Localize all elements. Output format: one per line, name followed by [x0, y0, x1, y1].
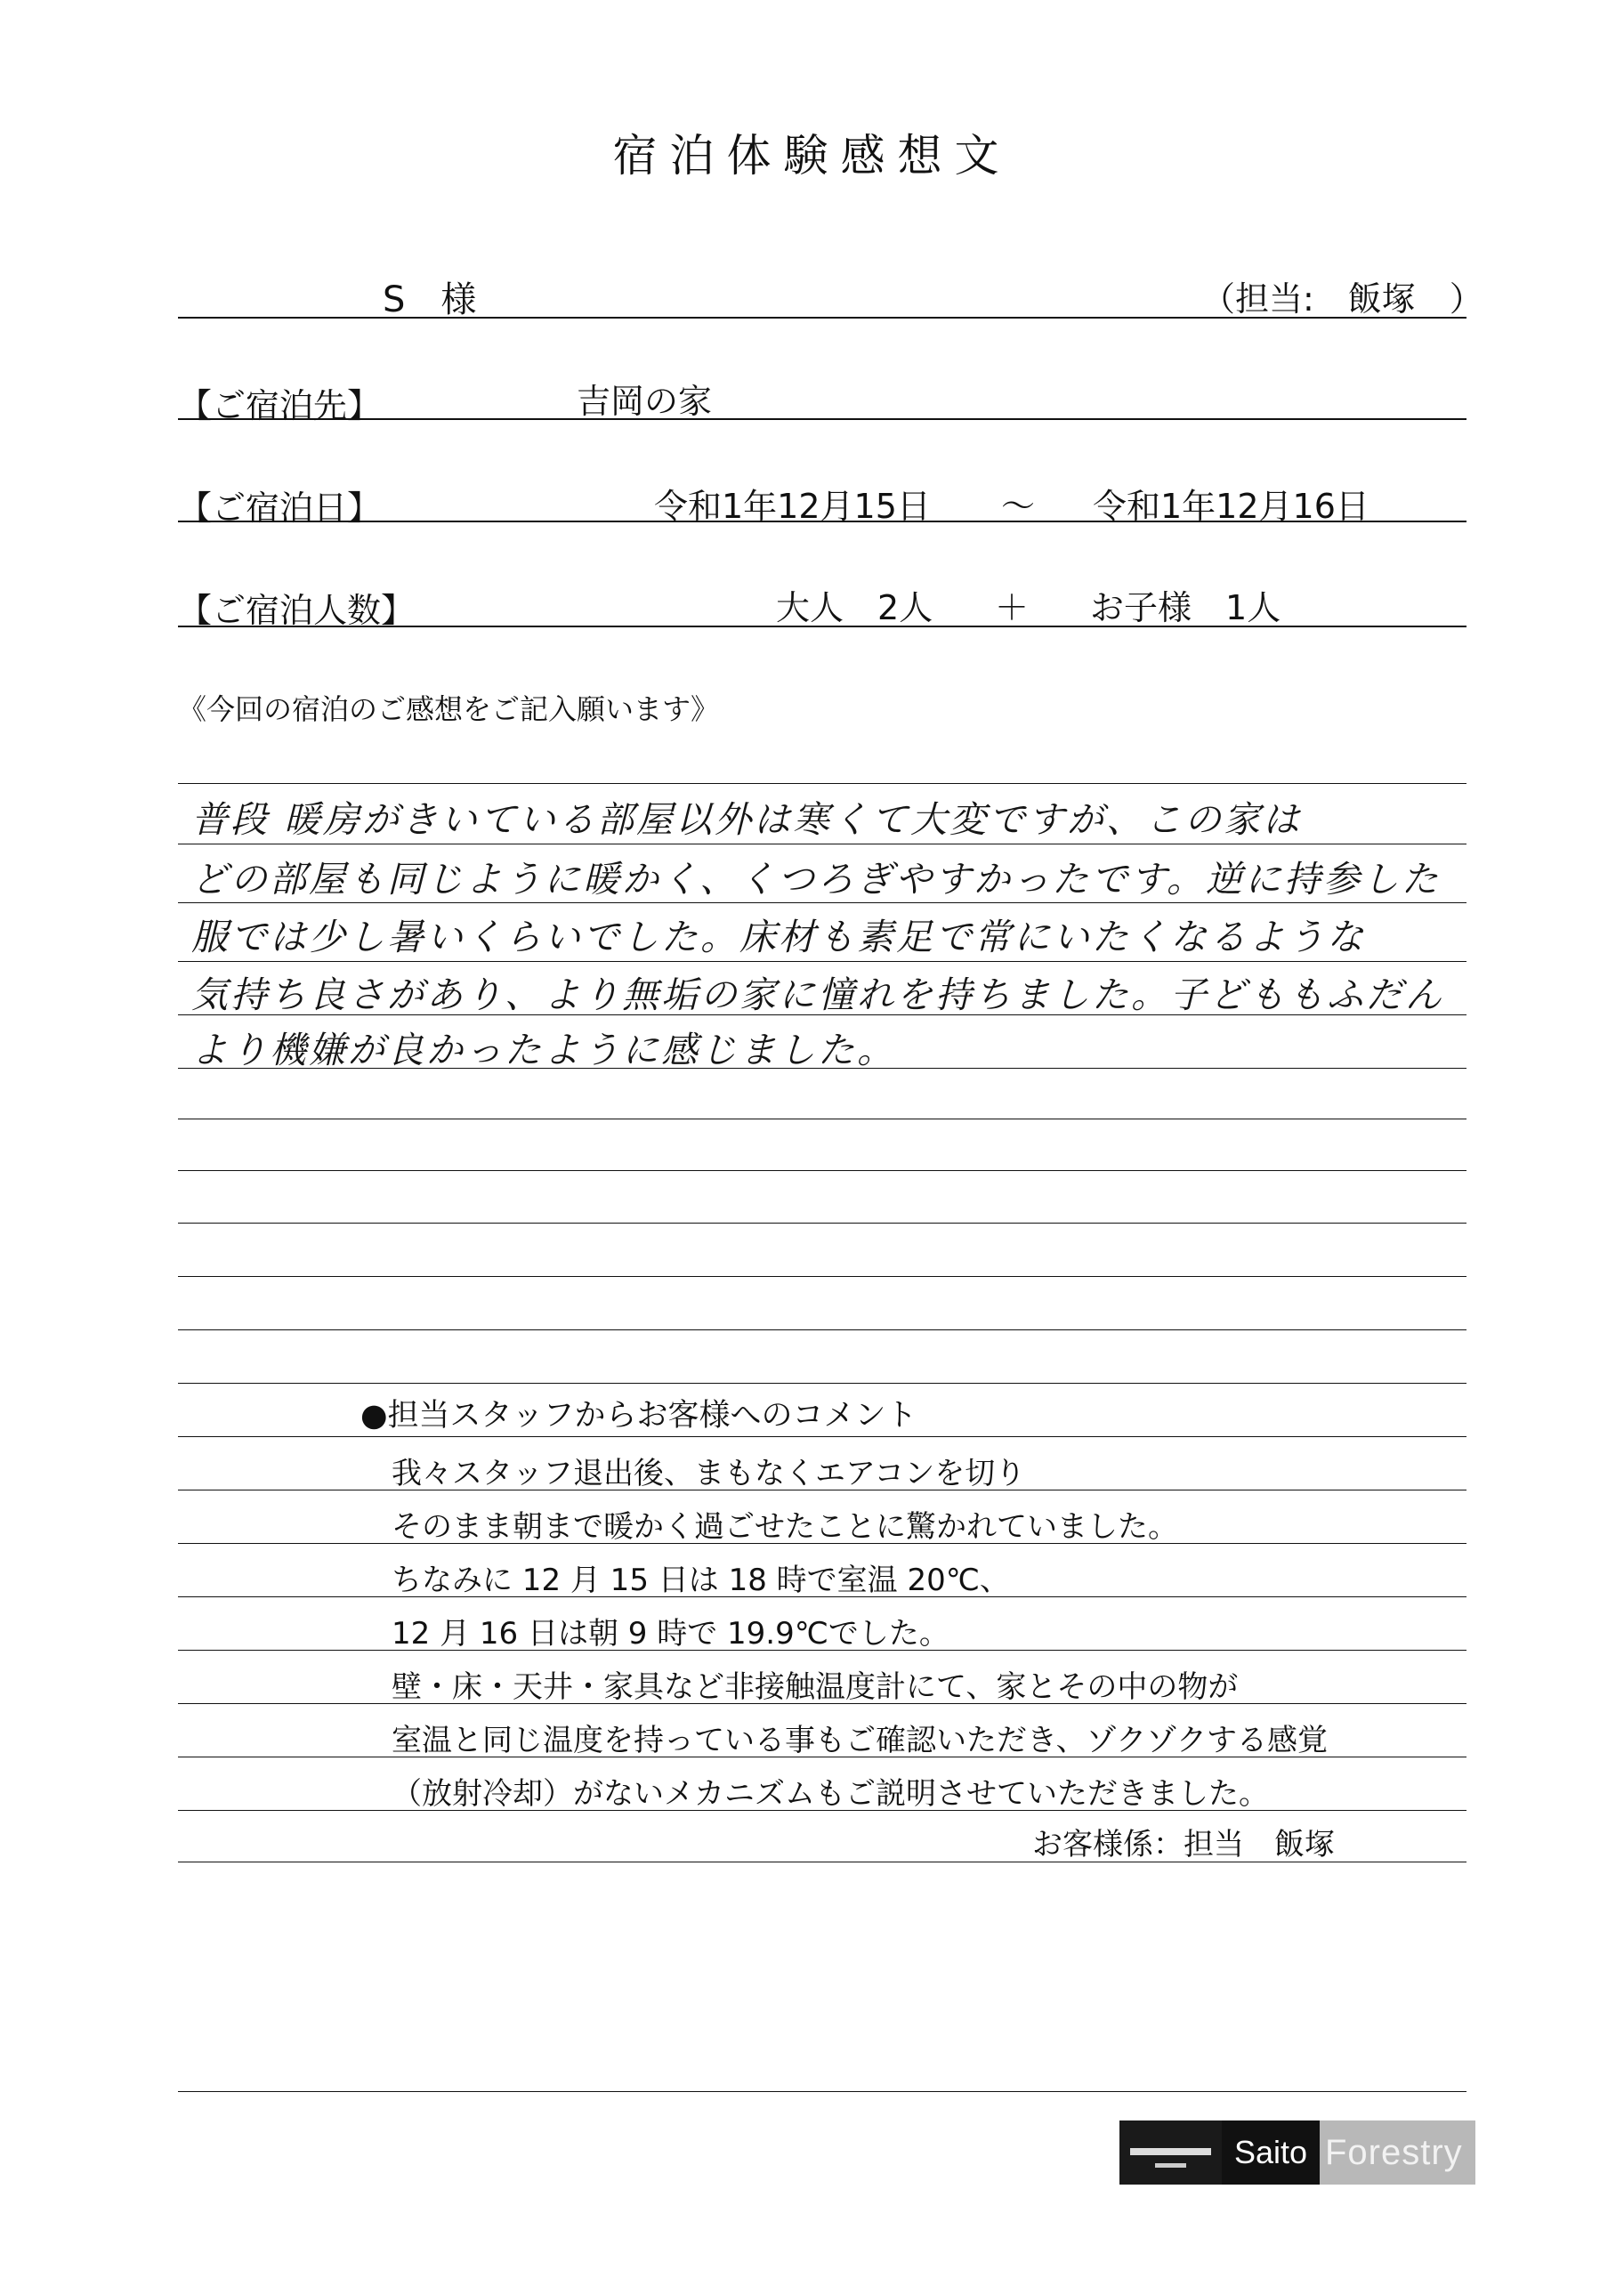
location-underline: [178, 418, 1466, 420]
staff-comment-line: 我々スタッフ退出後、まもなくエアコンを切り: [392, 1456, 1026, 1491]
staff-in-charge: （担当: 飯塚 ）: [1201, 279, 1483, 319]
plus-sign: ＋: [995, 588, 1030, 627]
staff-comment-line: 室温と同じ温度を持っている事もご確認いただき、ゾクゾクする感覚: [392, 1723, 1328, 1758]
ruled-line: [178, 1436, 1466, 1437]
handwritten-line: 普段 暖房がきいている部屋以外は寒くて大変ですが、この家は: [191, 798, 1303, 841]
ruled-line: [178, 1170, 1466, 1171]
staff-comment-heading: ●担当スタッフからお客様へのコメント: [360, 1398, 917, 1434]
ruled-line: [178, 1276, 1466, 1277]
staff-signature: お客様係：担当 飯塚: [1032, 1827, 1335, 1862]
ruled-line: [178, 1383, 1466, 1384]
ruled-line: [178, 1329, 1466, 1330]
date-from: 令和1年12月15日: [654, 487, 931, 526]
location-value: 吉岡の家: [577, 382, 713, 421]
saito-forestry-logo: [1119, 2120, 1475, 2185]
impressions-prompt: 《今回の宿泊のご感想をご記入願います》: [178, 692, 720, 726]
date-label: 【ご宿泊日】: [178, 489, 382, 528]
guest-name: S 様: [383, 279, 477, 320]
ruled-line: [178, 961, 1466, 962]
location-label: 【ご宿泊先】: [178, 386, 382, 425]
people-underline: [178, 626, 1466, 627]
ruled-line: [178, 1650, 1466, 1651]
staff-comment-line: 壁・床・天井・家具など非接触温度計にて、家とその中の物が: [392, 1669, 1239, 1705]
handwritten-line: どの部屋も同じように暖かく、くつろぎやすかったです。逆に持参した: [191, 858, 1441, 901]
handwritten-line: 気持ち良さがあり、より無垢の家に憧れを持ちました。子どももふだん: [191, 973, 1444, 1016]
date-to: 令和1年12月16日: [1093, 487, 1369, 526]
logo-brand-suffix: Forestry: [1320, 2120, 1475, 2185]
ruled-line: [178, 1543, 1466, 1544]
ruled-line: [178, 1703, 1466, 1704]
handwritten-line: より機嫌が良かったように感じました。: [191, 1029, 896, 1071]
logo-mark-icon: [1119, 2120, 1222, 2185]
document-title: 宿泊体験感想文: [612, 130, 1012, 182]
staff-comment-line: ちなみに 12 月 15 日は 18 時で室温 20℃、: [392, 1563, 1010, 1598]
staff-comment-line: 12 月 16 日は朝 9 時で 19.9℃でした。: [392, 1616, 949, 1652]
date-underline: [178, 521, 1466, 522]
date-separator: ～: [1001, 487, 1036, 526]
staff-comment-line: （放射冷却）がないメカニズムもご説明させていただきました。: [392, 1776, 1269, 1812]
ruled-line: [178, 783, 1466, 784]
staff-comment-line: そのまま朝まで暖かく過ごせたことに驚かれていました。: [392, 1509, 1178, 1545]
adults-count: 大人 2人: [776, 588, 933, 627]
children-count: お子様 1人: [1090, 588, 1281, 627]
footer-line: [178, 2091, 1466, 2092]
handwritten-line: 服では少し暑いくらいでした。床材も素足で常にいたくなるような: [191, 916, 1366, 958]
logo-brand: Saito: [1222, 2120, 1320, 2185]
people-label: 【ご宿泊人数】: [178, 591, 416, 630]
ruled-line: [178, 1810, 1466, 1811]
ruled-line: [178, 1596, 1466, 1597]
ruled-line: [178, 1223, 1466, 1224]
guest-underline: [178, 317, 1466, 319]
ruled-line: [178, 902, 1466, 903]
